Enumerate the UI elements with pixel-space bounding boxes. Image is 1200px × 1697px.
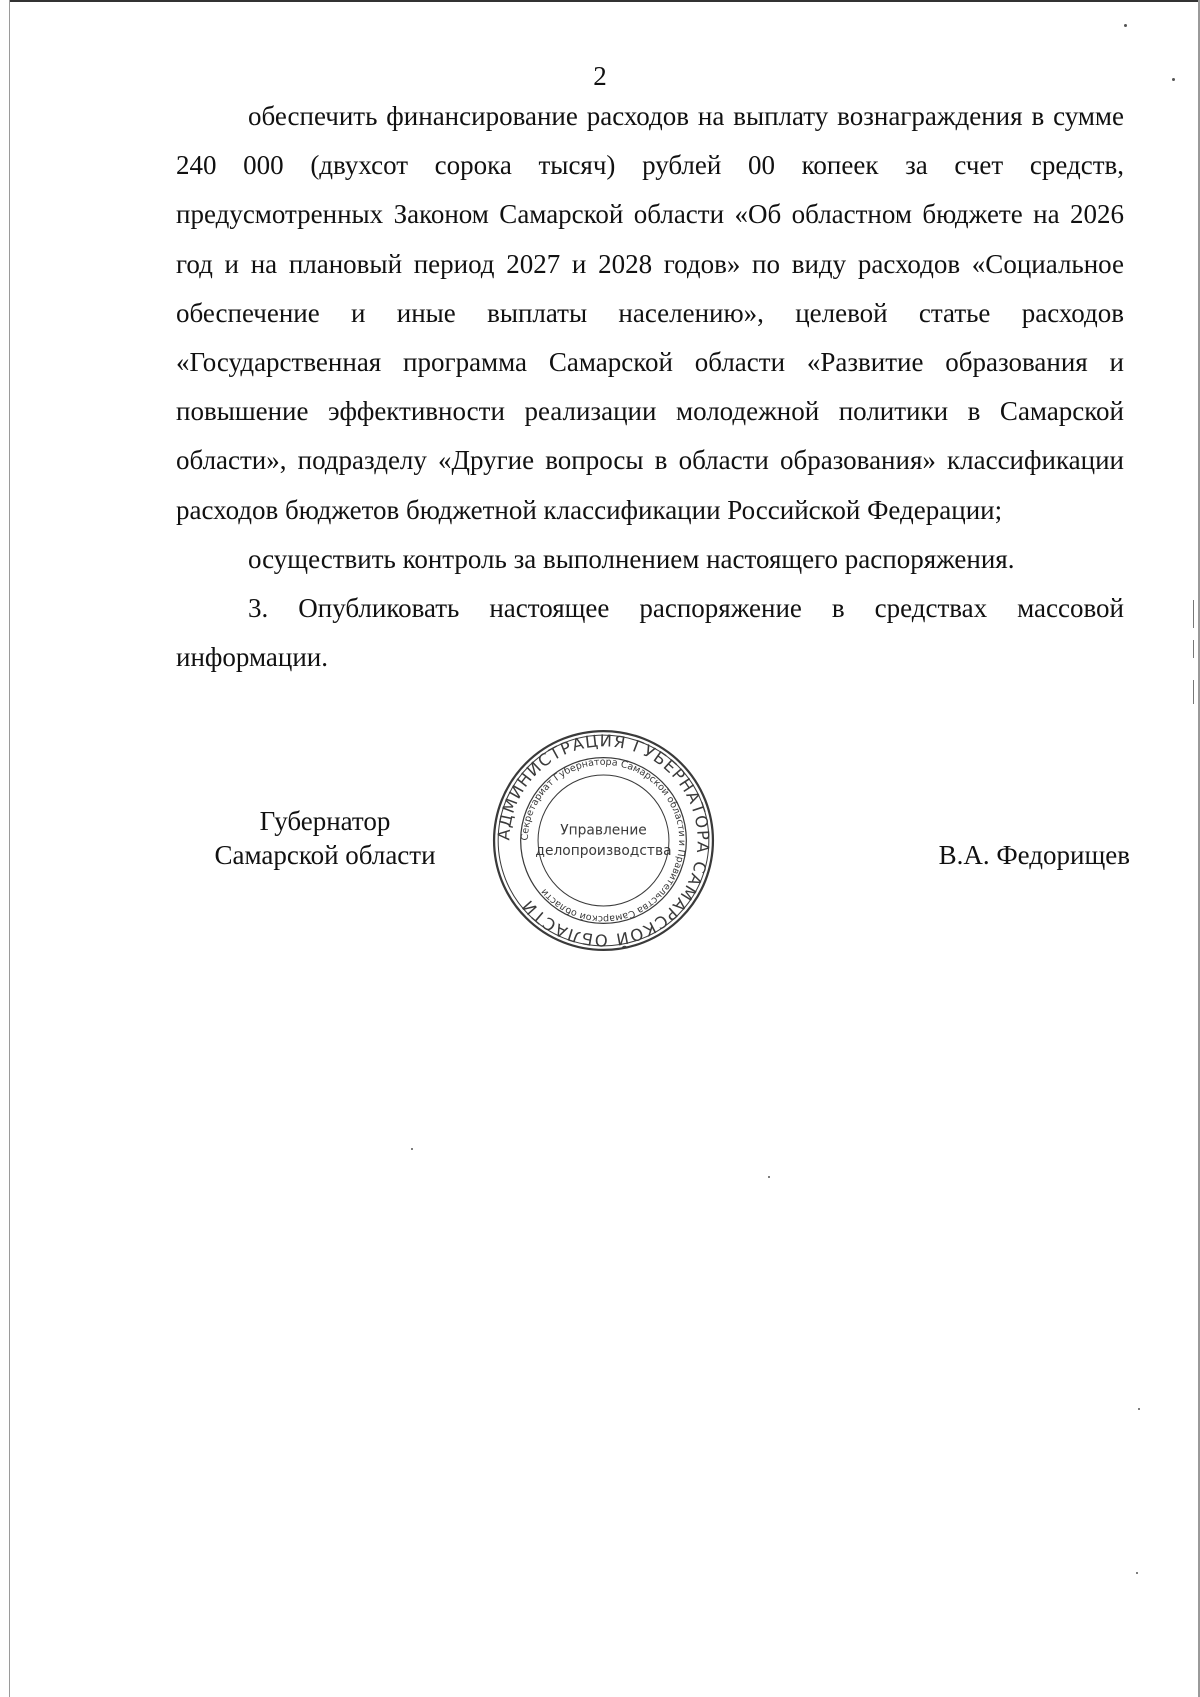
scan-speck <box>1136 1572 1138 1574</box>
seal-inner-text: Секретариат Губернатора Самарской области и Правительства Самарской области <box>519 756 688 925</box>
paragraph-control: осуществить контроль за выполнением настоящего распоряжения. <box>248 543 1015 574</box>
scan-edge-mark <box>1193 600 1194 628</box>
signatory-position <box>200 804 450 872</box>
scan-speck <box>768 1176 770 1178</box>
scan-speck <box>1124 24 1127 27</box>
paragraph-publish: 3. Опубликовать настоящее распоряжение в средствах массовой информации. <box>176 593 1124 673</box>
scan-edge-mark <box>1193 680 1194 704</box>
signatory-name: В.А. Федорищев <box>938 840 1130 870</box>
document-body <box>176 92 1124 682</box>
signatory-position-line1: Губернатор <box>259 806 391 836</box>
left-scan-edge <box>9 0 10 1697</box>
seal-center-line1: Управление <box>560 822 647 839</box>
signatory-position-line2: Самарской области <box>214 840 436 870</box>
top-border-line <box>10 0 1200 2</box>
seal-outer-text: АДМИНИСТРАЦИЯ ГУБЕРНАТОРА САМАРСКОЙ ОБЛАСТИ <box>494 731 713 950</box>
official-seal-stamp <box>491 728 716 953</box>
scan-edge-mark <box>1193 640 1194 658</box>
page-number: 2 <box>593 61 607 91</box>
scan-speck <box>411 1148 413 1150</box>
scan-speck <box>1138 1408 1140 1410</box>
seal-center-line2: делопроизводства <box>535 842 672 859</box>
paragraph-financing: обеспечить финансирование расходов на выплату вознаграждения в сумме 240 000 (двухсот сорока тысяч) рублей 00 копеек за счет средств, предусмотренных Законом Самарской области «Об областном бюджете на 2026 год и на плановый период 2027 и 2028 годов» по виду расходов «Социальное обеспечение и иные выплаты населению», целевой статье расходов «Государственная программа Самарской области «Развитие образования и повышение эффективности реализации молодежной политики в Самарской области», подразделу «Другие вопросы в области образования» классификации расходов бюджетов бюджетной классификации Российской Федерации; <box>176 101 1124 525</box>
scan-speck <box>1172 78 1175 81</box>
